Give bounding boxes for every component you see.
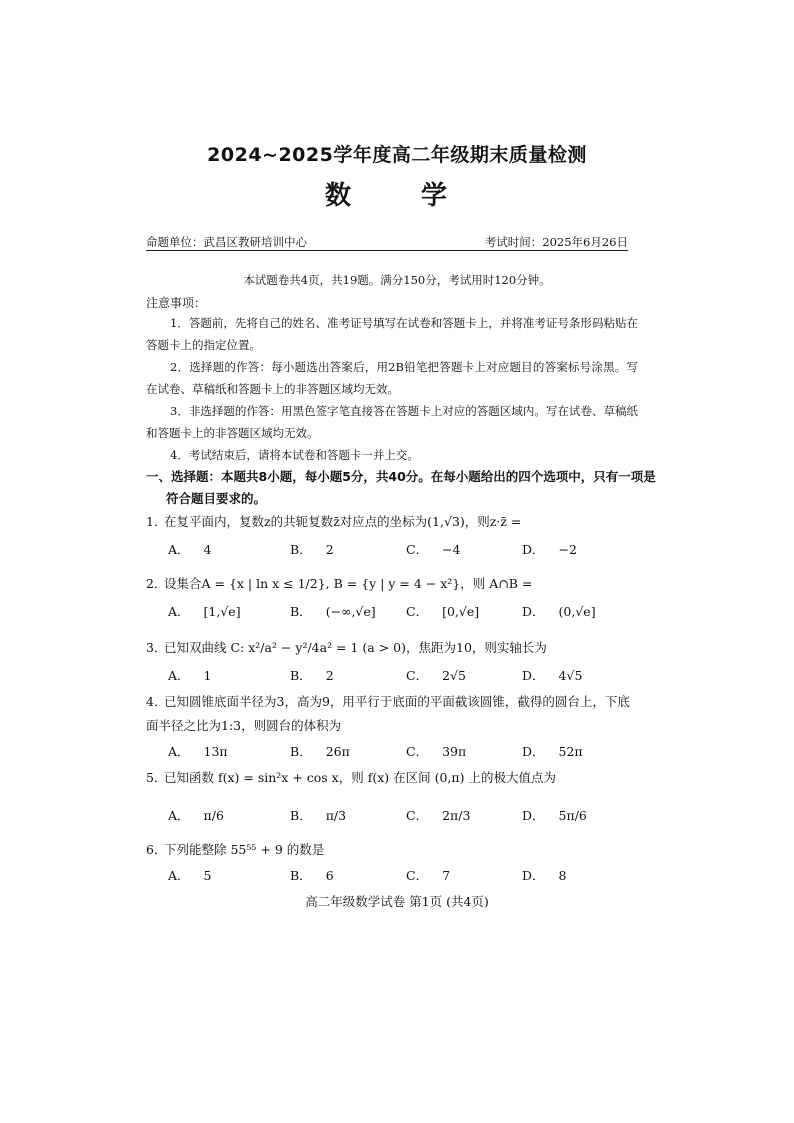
- question-2: [146, 572, 642, 596]
- option-value: [1,√e]: [203, 604, 241, 619]
- option-label: C．: [406, 668, 429, 683]
- question-stem: 在复平面内，复数z的共轭复数z̄对应点的坐标为(1,√3)，则z·z̄ =: [164, 514, 522, 529]
- option-value: 5: [203, 868, 212, 883]
- option-label: C．: [406, 542, 429, 557]
- question-5: [146, 766, 642, 790]
- option-label: C．: [406, 808, 429, 823]
- notes-heading: 注意事项：: [146, 296, 207, 310]
- option-value: 52π: [558, 744, 583, 759]
- option-label: B．: [290, 744, 312, 759]
- option-value: 26π: [325, 744, 350, 759]
- question-number: 4．: [146, 694, 167, 709]
- option-value: 5π/6: [558, 808, 587, 823]
- option-label: C．: [406, 604, 429, 619]
- option-value: 6: [325, 868, 334, 883]
- option-value: −4: [442, 542, 461, 557]
- page-footer: 高二年级数学试卷 第1页 (共4页): [305, 894, 489, 909]
- question-2-options: [168, 602, 638, 630]
- option-value: (0,√e]: [558, 604, 596, 619]
- question-number: 3．: [146, 640, 167, 655]
- option-label: A．: [168, 744, 190, 759]
- exam-meta-line: [146, 232, 628, 251]
- option-label: C．: [406, 868, 429, 883]
- option-label: B．: [290, 604, 312, 619]
- option-value: −2: [558, 542, 577, 557]
- question-number: 1．: [146, 514, 167, 529]
- question-stem: 下列能整除 55⁵⁵ + 9 的数是: [164, 842, 325, 857]
- option-label: B．: [290, 868, 312, 883]
- option-value: 13π: [203, 744, 228, 759]
- option-value: π/3: [325, 808, 347, 823]
- option-label: B．: [290, 668, 312, 683]
- question-stem: 已知圆锥底面半径为3，高为9，用平行于底面的平面截该圆锥，截得的圆台上，下底面半径之比为1:3，则圆台的体积为: [146, 694, 630, 733]
- option-label: A．: [168, 604, 190, 619]
- option-label: A．: [168, 668, 190, 683]
- option-value: 2: [325, 542, 334, 557]
- note-item: 4．考试结束后，请将本试卷和答题卡一并上交。: [170, 448, 419, 462]
- option-label: D．: [522, 868, 545, 883]
- question-4: [146, 690, 642, 738]
- option-label: D．: [522, 604, 545, 619]
- question-stem: 已知双曲线 C: x²/a² − y²/4a² = 1 (a > 0)，焦距为10，则实轴长为: [164, 640, 547, 655]
- section-heading: 一、选择题：本题共8小题，每小题5分，共40分。在每小题给出的四个选项中，只有一项是符合题目要求的。: [146, 469, 656, 506]
- option-label: A．: [168, 868, 190, 883]
- question-3: [146, 636, 642, 660]
- option-label: D．: [522, 808, 545, 823]
- note-item: 3．非选择题的作答：用黑色签字笔直接答在答题卡上对应的答题区域内。写在试卷、草稿纸和答题卡上的非答题区域均无效。: [146, 404, 638, 440]
- option-value: 2√5: [442, 668, 466, 683]
- exam-time: 考试时间：2025年6月26日: [484, 235, 628, 249]
- option-label: C．: [406, 744, 429, 759]
- question-number: 6．: [146, 842, 167, 857]
- exam-unit: 命题单位：武昌区教研培训中心: [146, 235, 307, 249]
- option-value: 8: [558, 868, 567, 883]
- option-label: B．: [290, 808, 312, 823]
- option-value: 2: [325, 668, 334, 683]
- option-value: 7: [442, 868, 451, 883]
- question-1-options: [168, 540, 638, 568]
- option-value: 4√5: [558, 668, 583, 683]
- exam-intro: 本试题卷共4页，共19题。满分150分，考试用时120分钟。: [243, 273, 551, 287]
- question-6-options: [168, 866, 638, 894]
- option-value: π/6: [203, 808, 224, 823]
- question-6: [146, 838, 642, 862]
- question-stem: 设集合A = {x | ln x ≤ 1/2}, B = {y | y = 4 − x²}，则 A∩B =: [164, 576, 533, 591]
- option-label: A．: [168, 542, 190, 557]
- question-stem: 已知函数 f(x) = sin²x + cos x，则 f(x) 在区间 (0,π) 上的极大值点为: [164, 770, 556, 785]
- option-label: A．: [168, 808, 190, 823]
- option-value: 2π/3: [442, 808, 471, 823]
- option-label: B．: [290, 542, 312, 557]
- question-number: 2．: [146, 576, 167, 591]
- question-5-options: [168, 806, 638, 834]
- exam-title: 2024~2025学年度高二年级期末质量检测: [207, 144, 587, 166]
- question-1: [146, 510, 642, 534]
- option-label: D．: [522, 668, 545, 683]
- note-item: 2．选择题的作答：每小题选出答案后，用2B铅笔把答题卡上对应题目的答案标号涂黑。写在试卷、草稿纸和答题卡上的非答题区域均无效。: [146, 360, 638, 396]
- option-value: 1: [203, 668, 212, 683]
- option-label: D．: [522, 744, 545, 759]
- option-label: D．: [522, 542, 545, 557]
- question-number: 5．: [146, 770, 167, 785]
- option-value: 4: [203, 542, 212, 557]
- option-value: 39π: [442, 744, 467, 759]
- subject-title: 数 学: [324, 181, 469, 211]
- option-value: [0,√e]: [442, 604, 480, 619]
- note-item: 1．答题前，先将自己的姓名、准考证号填写在试卷和答题卡上，并将准考证号条形码粘贴在答题卡上的指定位置。: [146, 316, 638, 352]
- option-value: (−∞,√e]: [325, 604, 376, 619]
